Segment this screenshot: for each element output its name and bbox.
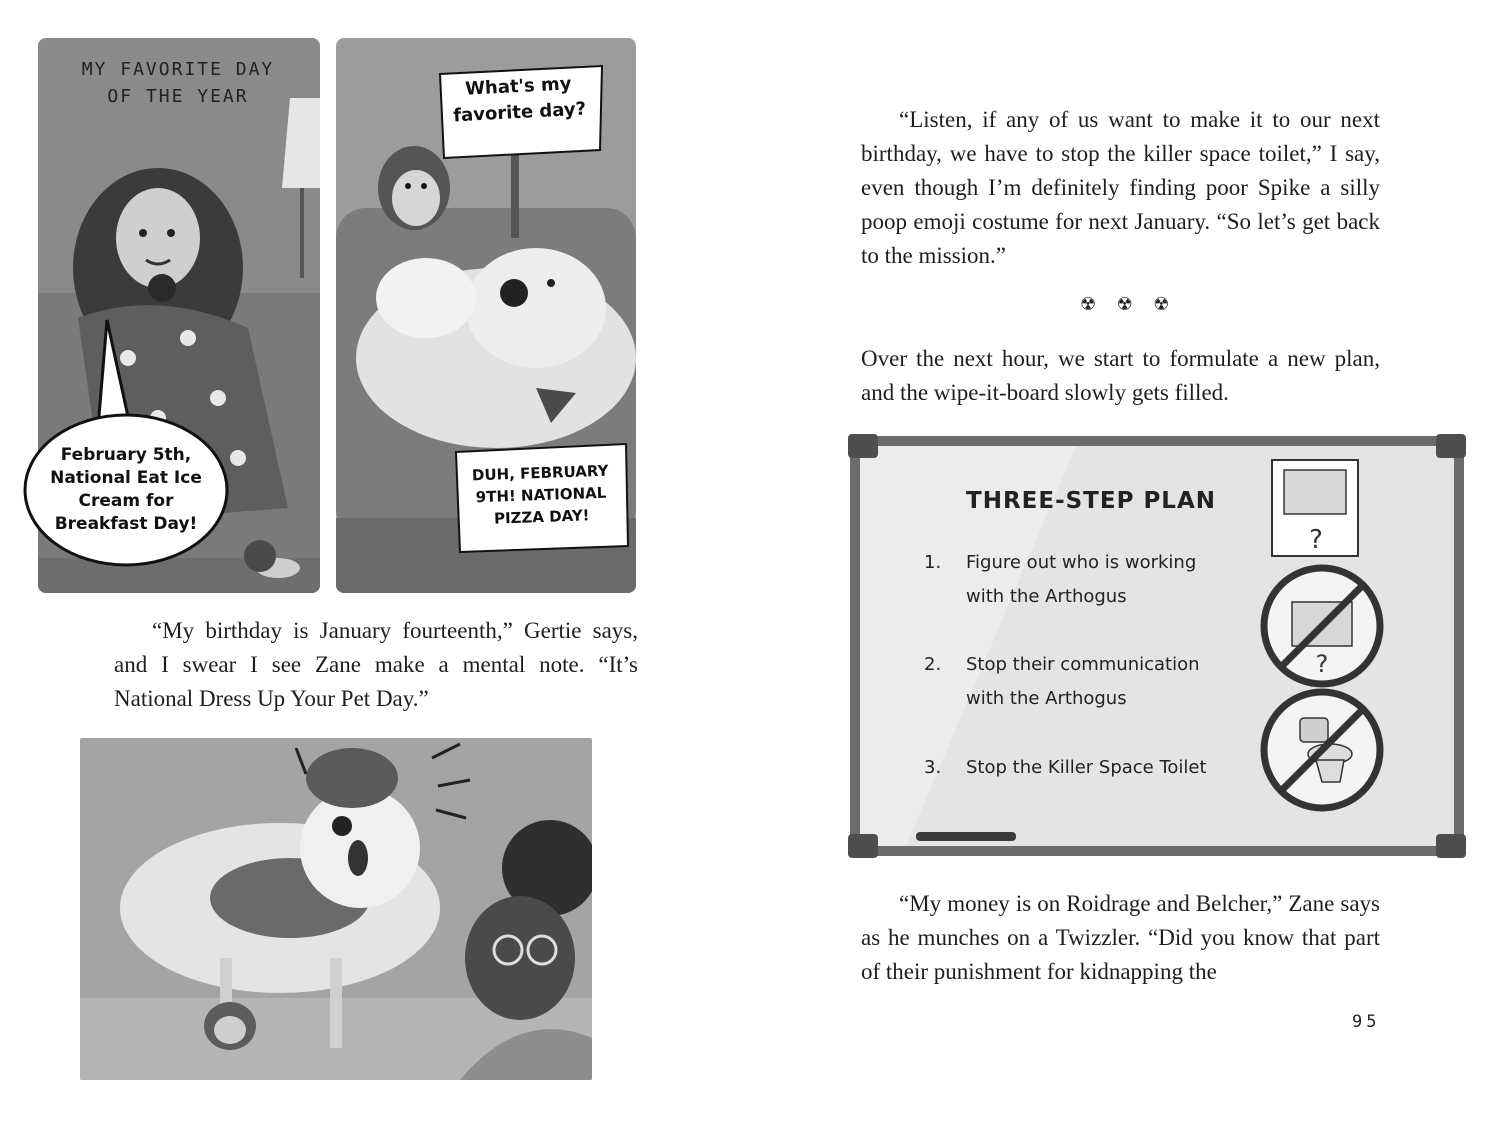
step-2-number: 2.: [924, 654, 942, 675]
step-3-number: 3.: [924, 757, 942, 778]
right-paragraph-3: “My money is on Roidrage and Belcher,” Zane says as he munches on a Twizzler. “Did you know that part of their punishment for kidnapping the: [861, 891, 1380, 984]
svg-text:?: ?: [1309, 525, 1323, 555]
whiteboard: [846, 432, 1468, 860]
step-1-number: 1.: [924, 552, 942, 573]
step-2-line-1: Stop their communication: [966, 654, 1200, 675]
svg-text:?: ?: [1315, 650, 1329, 678]
step-3-line-1: Stop the Killer Space Toilet: [966, 757, 1207, 778]
sign-top-label: What's my favorite day?: [452, 73, 587, 127]
computer-map-icon: [1272, 460, 1358, 556]
no-toilet-icon: [1264, 692, 1380, 808]
speech-bubble-text: February 5th, National Eat Ice Cream for Breakfast Day!: [50, 445, 202, 534]
step-1-line-1: Figure out who is working: [966, 552, 1197, 573]
comic-panel-dress-up: [80, 738, 592, 1080]
dog-costume-illustration: [80, 738, 592, 1080]
right-paragraph-2: Over the next hour, we start to formulate a new plan, and the wipe-it-board slowly gets filled.: [861, 346, 1380, 405]
whiteboard-title: THREE-STEP PLAN: [966, 488, 1217, 514]
step-2-line-2: with the Arthogus: [966, 688, 1127, 709]
panel-caption: MY FAVORITE DAY OF THE YEAR: [81, 59, 275, 107]
page-number: 95: [1352, 1012, 1381, 1032]
comic-panel-pizza: [336, 38, 636, 593]
sign-bottom-label: DUH, FEBRUARY 9TH! NATIONAL PIZZA DAY!: [471, 461, 609, 528]
step-1-line-2: with the Arthogus: [966, 586, 1127, 607]
section-divider: ☢ ☢ ☢: [1080, 294, 1178, 314]
right-paragraph-1: “Listen, if any of us want to make it to our next birthday, we have to stop the killer space toilet,” I say, even though I’m definitely finding poor Spike a silly poop emoji costume for next January. “So let’s get back to the mission.”: [861, 107, 1380, 268]
left-paragraph: “My birthday is January fourteenth,” Gertie says, and I swear I see Zane make a mental note. “It’s National Dress Up Your Pet Day.”: [114, 618, 638, 711]
no-communication-icon: [1264, 568, 1380, 684]
